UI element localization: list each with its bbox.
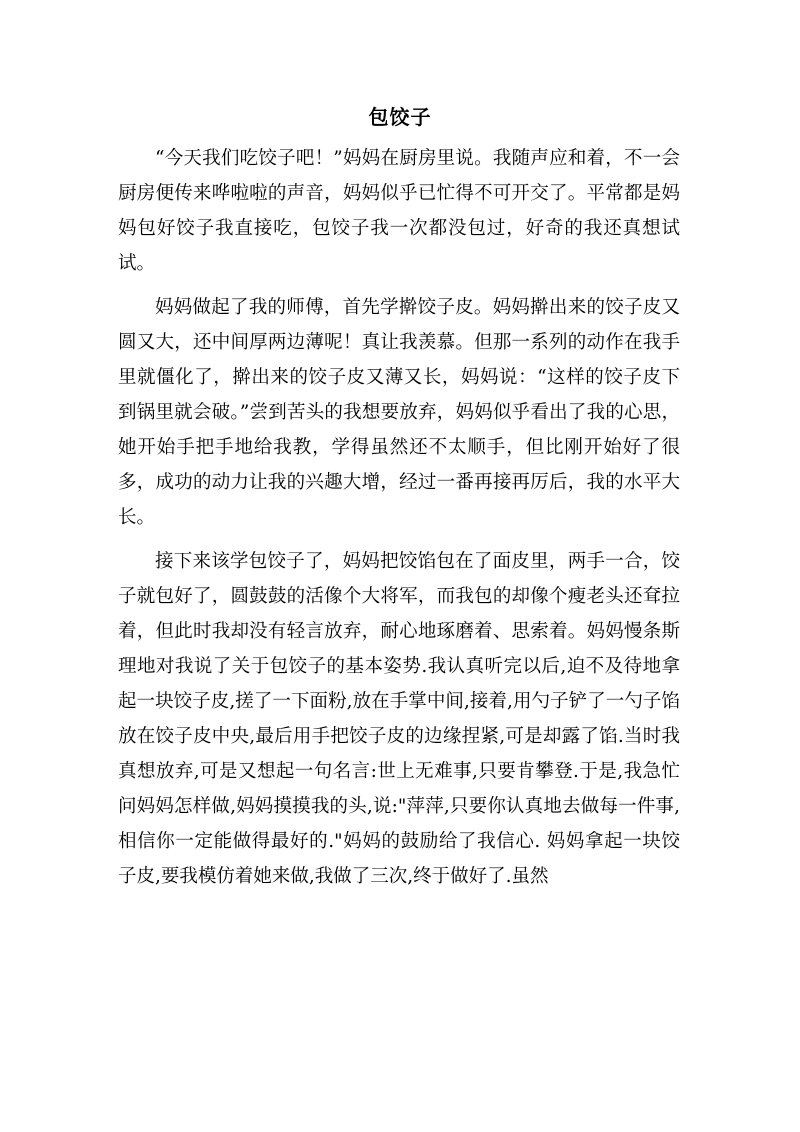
paragraph-2: 妈妈做起了我的师傅，首先学擀饺子皮。妈妈擀出来的饺子皮又圆又大，还中间厚两边薄呢！真让我羡慕。但那一系列的动作在我手里就僵化了，擀出来的饺子皮又薄又长，妈妈说：“这样的饺子皮下到锅里就会破。”尝到苦头的我想要放弃，妈妈似乎看出了我的心思，她开始手把手地给我教，学得虽然还不太顺手，但比刚开始好了很多，成功的动力让我的兴趣大增，经过一番再接再厉后，我的水平大长。: [118, 297, 680, 528]
document-body: [118, 141, 680, 903]
document-title: 包饺子: [368, 105, 432, 129]
paragraph-3: 接下来该学包饺子了，妈妈把饺馅包在了面皮里，两手一合，饺子就包好了，圆鼓鼓的活像个大将军，而我包的却像个瘦老头还耷拉着，但此时我却没有轻言放弃，耐心地琢磨着、思索着。妈妈慢条斯理地对我说了关于包饺子的基本姿势.我认真听完以后,迫不及待地拿起一块饺子皮,搓了一下面粉,放在手掌中间,接着,用勺子铲了一勺子馅放在饺子皮中央,最后用手把饺子皮的边缘捏紧,可是却露了馅.当时我真想放弃,可是又想起一句名言:世上无难事,只要肯攀登.于是,我急忙问妈妈怎样做,妈妈摸摸我的头,说:"萍萍,只要你认真地去做每一件事,相信你一定能做得最好的."妈妈的鼓励给了我信心. 妈妈拿起一块饺子皮,要我模仿着她来做,我做了三次,终于做好了.虽然: [118, 551, 680, 887]
paragraph-1: “今天我们吃饺子吧！”妈妈在厨房里说。我随声应和着，不一会厨房便传来哗啦啦的声音，妈妈似乎已忙得不可开交了。平常都是妈妈包好饺子我直接吃，包饺子我一次都没包过，好奇的我还真想试试。: [118, 148, 680, 274]
